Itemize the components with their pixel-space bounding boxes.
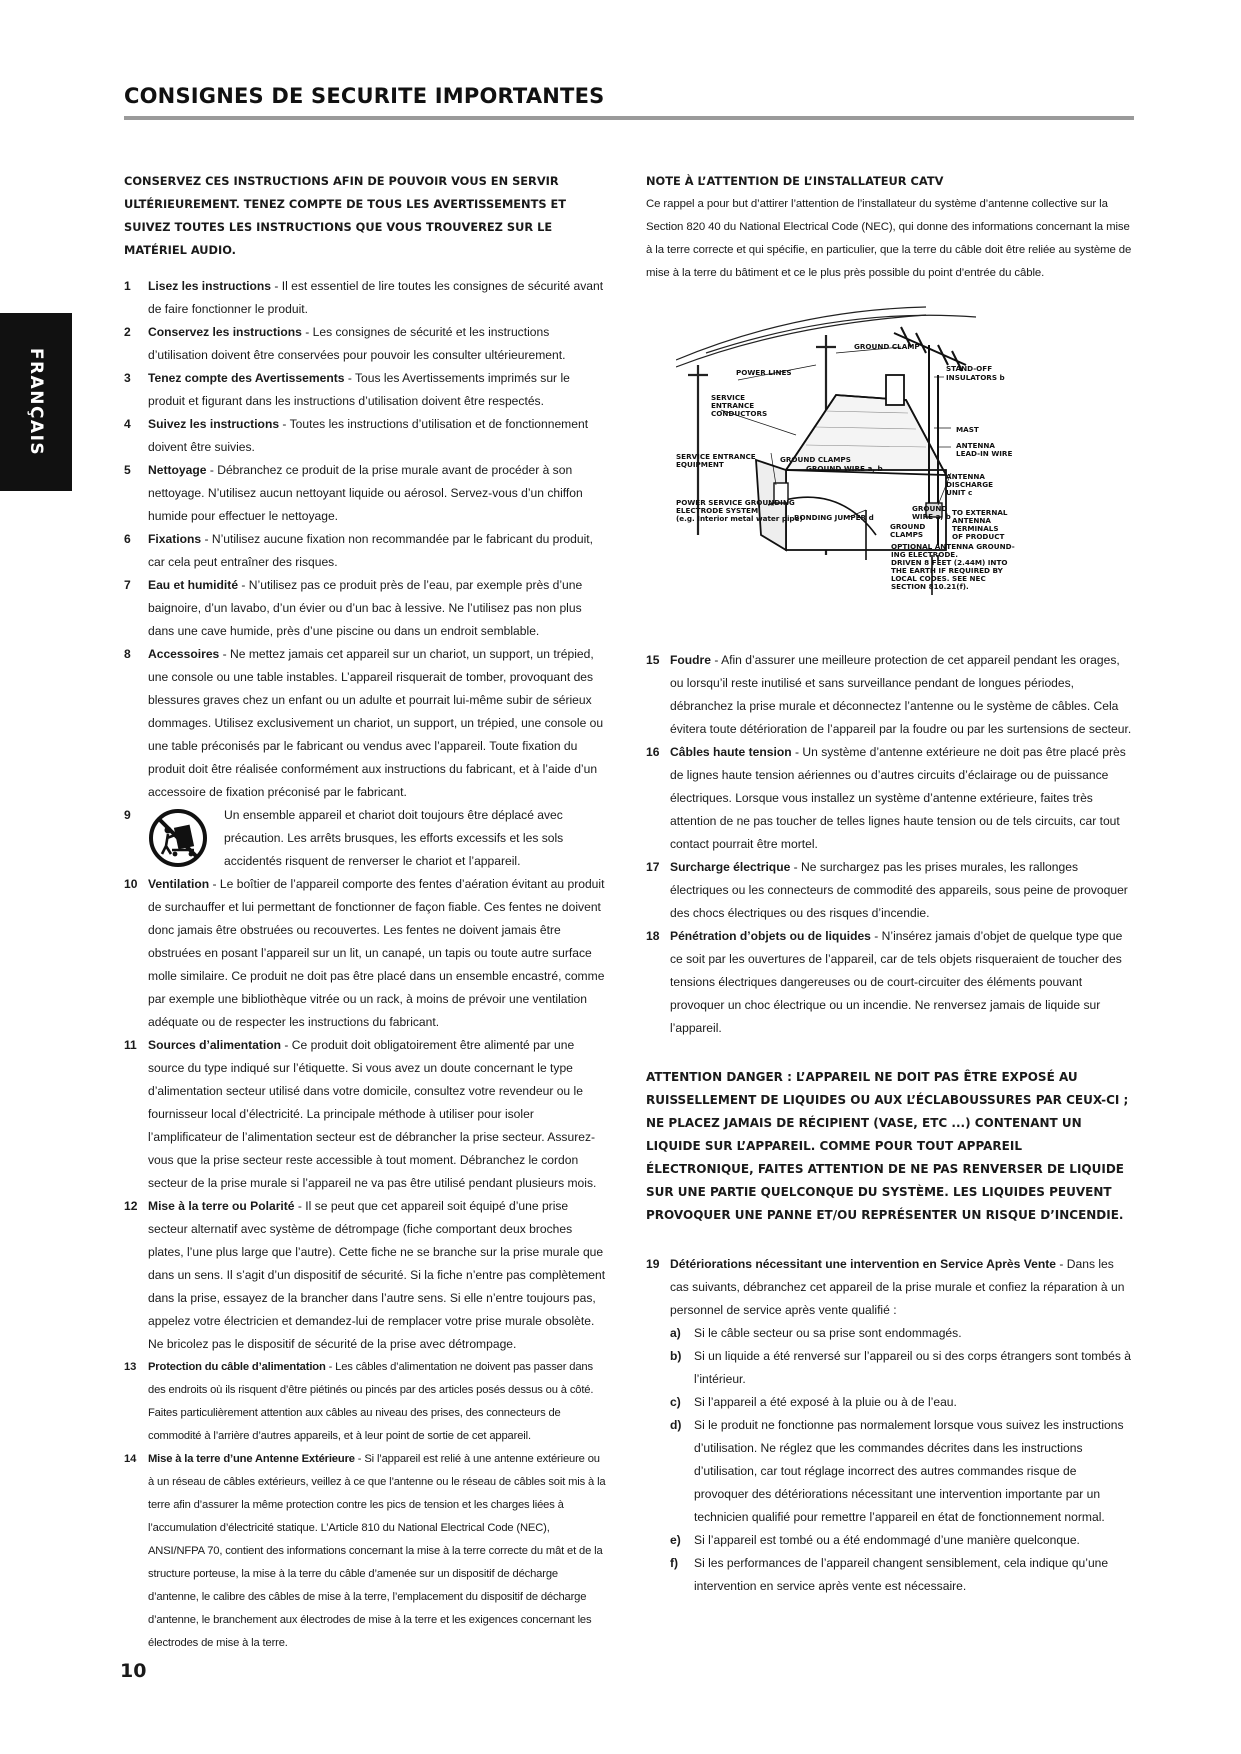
item-label: Tenez compte des Avertissements [148, 371, 345, 385]
antenna-grounding-diagram [676, 305, 1096, 641]
item-label: Surcharge électrique [670, 860, 791, 874]
safety-item-7 [124, 574, 606, 643]
item-text: - Ne surchargez pas les prises murales, les rallonges électriques ou les connecteurs de commodité des appareils, sous peine de provoquer des chocs électriques ou des risques d’incendie. [670, 860, 1128, 920]
intro-paragraph: CONSERVEZ CES INSTRUCTIONS AFIN DE POUVOIR VOUS EN SERVIR ULTÉRIEUREMENT. TENEZ COMPTE DE TOUS LES AVERTISSEMENTS ET SUIVEZ TOUTES LES INSTRUCTIONS QUE VOUS TROUVEREZ SUR LE MATÉRIEL AUDIO. [124, 174, 567, 257]
safety-item-15 [646, 649, 1132, 741]
item-number: 9 [124, 808, 131, 822]
catv-body: Ce rappel a pour but d’attirer l’attention de l’installateur du système d’antenne collective sur la Section 820 40 du National Electrical Code (NEC), qui donne des informations concernant la mise à la terre correcte et qui spécifie, en particulier, que la terre du câble doit être reliée au système de mise à la terre du bâtiment et ce le plus près possible du point d’entrée du câble. [646, 198, 1132, 279]
danger-warning: ATTENTION DANGER : L’APPAREIL NE DOIT PAS ÊTRE EXPOSÉ AU RUISSELLEMENT DE LIQUIDES OU AUX L’ÉCLABOUSSURES PAR CEUX-CI ; NE PLACEZ JAMAIS DE RÉCIPIENT (VASE, ETC ...) CONTENANT UN LIQUIDE SUR L’APPAREIL. COMME POUR TOUT APPAREIL ÉLECTRONIQUE, FAITES ATTENTION DE NE PAS RENVERSER DE LIQUIDE SUR UNE PARTIE QUELCONQUE DU SYSTÈME. LES LIQUIDES PEUVENT PROVOQUER UNE PANNE ET/OU REPRÉSENTER UN RISQUE D’INCENDIE. [646, 1070, 1129, 1222]
label-ground-clamps-2: GROUND [890, 522, 926, 531]
title-rule [124, 116, 1134, 120]
label-service-conductors: CONDUCTORS [711, 409, 768, 418]
item-text: - Débranchez ce produit de la prise murale avant de procéder à son nettoyage. N’utilisez aucun nettoyant liquide ou aérosol. Servez-vous d’un chiffon humide pour effectuer le nettoyage. [148, 463, 583, 523]
label-equipment: EQUIPMENT [676, 460, 724, 469]
item-number: 1 [124, 279, 131, 293]
item-text: - Ne mettez jamais cet appareil sur un chariot, un support, un trépied, une console ou une table instables. L’appareil risquerait de tomber, provoquant des blessures graves chez un enfant ou un adulte et pourrait lui-même subir de sérieux dommages. Utilisez exclusivement un chariot, un support, un trépied, une console ou une table préconisés par le fabricant ou vendus avec l’appareil. Toute fixation du produit doit être réalisée conformément aux instructions du fabricant, et à l’aide d’un accessoire de fixation préconisé par le fabricant. [148, 647, 604, 799]
item-number: 14 [124, 1453, 137, 1465]
item-label: Fixations [148, 532, 202, 546]
item-text: - Le boîtier de l’appareil comporte des fentes d’aération évitant au produit de surchauffer et lui permettant de fonctionner de façon fiable. Ces fentes ne doivent donc jamais être obstruées ou recouvertes. Les fentes ne doivent jamais être obstruées en posant l’appareil sur un lit, un canapé, un tapis ou toute autre surface molle similaire. Ce produit ne doit pas être placé dans un ensemble encastré, comme par exemple une bibliothèque vitrée ou un rack, à moins de prévoir une ventilation adéquate ou de respecter les instructions du fabricant. [148, 877, 605, 1029]
label-unit: UNIT c [946, 488, 973, 497]
label-optional-electrode-2: ING ELECTRODE. [891, 550, 958, 559]
item-number: 5 [124, 463, 131, 477]
left-column [124, 170, 606, 1655]
label-ground-clamps: GROUND CLAMPS [780, 455, 851, 464]
case-letter: e) [670, 1533, 681, 1547]
item-number: 7 [124, 578, 131, 592]
safety-item-4 [124, 413, 606, 459]
item-label: Conservez les instructions [148, 325, 302, 339]
safety-item-5 [124, 459, 606, 528]
item-text: - N’utilisez aucune fixation non recommandée par le fabricant du produit, car cela peut entraîner des risques. [148, 532, 594, 569]
service-case-b [670, 1345, 1132, 1391]
label-to-external: TO EXTERNAL [952, 508, 1008, 517]
safety-item-17 [646, 856, 1132, 925]
item-text: - Un système d’antenne extérieure ne doit pas être placé près de lignes haute tension aériennes ou d’autres circuits d’éclairage ou de puissance électriques. Lorsque vous installez un système d’antenne extérieure, faites très attention de ne pas toucher de telles lignes haute tension ou de tels circuits, car tout contact pourrait être mortel. [670, 745, 1126, 851]
item-number: 3 [124, 371, 131, 385]
item-text: - N’utilisez pas ce produit près de l’eau, par exemple près d’une baignoire, d’un lavabo, d’un évier ou d’un bac à lessive. Ne l’utilisez pas non plus dans une cave humide, près d’une piscine ou dans un endroit semblable. [148, 578, 583, 638]
item-number: 13 [124, 1361, 137, 1373]
item-number: 16 [646, 745, 660, 759]
label-discharge: DISCHARGE [946, 480, 994, 489]
safety-item-6 [124, 528, 606, 574]
right-column [646, 170, 1132, 1598]
label-water-pipe: (e.g. Interior metal water pipe) [676, 514, 803, 523]
item-text: - N’insérez jamais d’objet de quelque type que ce soit par les ouvertures de l’appareil, car de tels objets risqueraient de toucher des tensions électriques dangereuses ou de court-circuiter des éléments pouvant provoquer un choc électrique ou un incendie. Ne renversez jamais de liquide sur l’appareil. [670, 929, 1123, 1035]
item-label: Câbles haute tension [670, 745, 792, 759]
label-ground-wire: GROUND WIRE a, b [806, 464, 883, 473]
safety-item-1 [124, 275, 606, 321]
language-tab [0, 313, 72, 491]
case-text: Si le produit ne fonctionne pas normalement lorsque vous suivez les instructions d’utilisation. Ne réglez que les commandes décrites dans les instructions d’utilisation, car tout réglage incorrect des autres commandes risque de provoquer des détériorations nécessitant une intervention importante par un technicien qualifié pour remettre l’appareil en état de fonctionnement normal. [694, 1418, 1124, 1524]
cart-tipover-warning-icon [148, 808, 208, 868]
item-text: - Si l’appareil est relié à une antenne extérieure ou à un réseau de câbles extérieurs, veillez à ce que l’antenne ou le réseau de câbles soit mis à la terre afin d’assurer la même protection contre les pics de tension et les charges liées à l’accumulation d’électricité statique. L’Article 810 du National Electrical Code (NEC), ANSI/NFPA 70, contient des informations concernant la mise à la terre correcte du mât et de la structure porteuse, la mise à la terre du câble d’amenée sur un dispositif de décharge d’antenne, le calibre des câbles de mise à la terre, l’emplacement du dispositif de décharge d’antenne, le branchement aux électrodes de mise à la terre et les exigences concernant les électrodes de mise à la terre. [148, 1453, 606, 1649]
label-wire: WIRE a, b [912, 512, 951, 521]
language-tab-label: FRANÇAIS [26, 347, 46, 457]
safety-item-11 [124, 1034, 606, 1195]
antenna-grounding-illustration [676, 305, 1096, 641]
item-text: - Toutes les instructions d’utilisation et de fonctionnement doivent être suivies. [148, 417, 589, 454]
label-lead-in-wire: LEAD-IN WIRE [956, 449, 1013, 458]
safety-item-13 [124, 1356, 606, 1448]
case-letter: c) [670, 1395, 681, 1409]
item-label: Mise à la terre ou Polarité [148, 1199, 295, 1213]
item-text: - Les consignes de sécurité et les instructions d’utilisation doivent être conservées pour pouvoir les consulter ultérieurement. [148, 325, 566, 362]
label-power-service-grounding: POWER SERVICE GROUNDING [676, 498, 795, 507]
item-text: - Ce produit doit obligatoirement être alimenté par une source du type indiqué sur l’étiquette. Si vous avez un doute concernant le type d’alimentation secteur utilisé dans votre domicile, consultez votre revendeur ou le fournisseur local d’électricité. La principale méthode à utiliser pour isoler l’amplificateur de l’alimentation secteur est de débrancher la prise secteur. Assurez-vous que la prise secteur reste accessible à tout moment. Débranchez le cordon secteur de la prise murale si l’appareil ne va pas être utilisé pendant plusieurs mois. [148, 1038, 597, 1190]
item-label: Ventilation [148, 877, 210, 891]
item-number: 19 [646, 1257, 660, 1271]
safety-item-18 [646, 925, 1132, 1040]
label-ground-clamp: GROUND CLAMP [854, 342, 920, 351]
safety-item-8 [124, 643, 606, 804]
item-label: Nettoyage [148, 463, 207, 477]
label-terminals: TERMINALS [952, 524, 999, 533]
service-case-a [670, 1322, 1132, 1345]
item-label: Pénétration d’objets ou de liquides [670, 929, 871, 943]
safety-item-3 [124, 367, 606, 413]
label-optional-electrode-6: SECTION 810.21(f). [891, 582, 969, 591]
item-text: - Il est essentiel de lire toutes les consignes de sécurité avant de faire fonctionner le produit. [148, 279, 604, 316]
item-label: Sources d’alimentation [148, 1038, 282, 1052]
label-electrode-system: ELECTRODE SYSTEM [676, 506, 759, 515]
case-letter: f) [670, 1556, 679, 1570]
label-service-entrance-equipment: SERVICE ENTRANCE [676, 452, 756, 461]
label-clamps: CLAMPS [890, 530, 924, 539]
page-number: 10 [120, 1660, 147, 1682]
label-antenna-discharge: ANTENNA [946, 472, 985, 481]
item-label: Protection du câble d’alimentation [148, 1361, 326, 1373]
label-optional-electrode-5: LOCAL CODES. SEE NEC [891, 574, 986, 583]
item-label: Mise à la terre d’une Antenne Extérieure [148, 1453, 355, 1465]
item-number: 2 [124, 325, 131, 339]
label-standoff-insulators-2: INSULATORS b [946, 373, 1005, 382]
case-text: Si un liquide a été renversé sur l’appareil ou si des corps étrangers sont tombés à l’intérieur. [694, 1349, 1131, 1386]
safety-item-16 [646, 741, 1132, 856]
label-power-lines: POWER LINES [736, 368, 792, 377]
item-number: 6 [124, 532, 131, 546]
page-title: CONSIGNES DE SECURITE IMPORTANTES [124, 84, 605, 108]
service-case-f [670, 1552, 1132, 1598]
item-number: 18 [646, 929, 660, 943]
item-number: 4 [124, 417, 131, 431]
safety-item-14 [124, 1448, 606, 1655]
label-antenna-lead: ANTENNA [956, 441, 995, 450]
service-case-c [670, 1391, 1132, 1414]
label-ground-wire-2: GROUND [912, 504, 948, 513]
safety-item-10 [124, 873, 606, 1034]
item-text: - Dans les cas suivants, débranchez cet appareil de la prise murale et confiez la réparation à un personnel de service après vente qualifié : [670, 1257, 1125, 1317]
item-text: Un ensemble appareil et chariot doit toujours être déplacé avec précaution. Les arrêts brusques, les efforts excessifs et les sols accidentés risquent de renverser le chariot et l’appareil. [224, 808, 564, 868]
item-label: Suivez les instructions [148, 417, 280, 431]
item-text: - Tous les Avertissements imprimés sur le produit et figurant dans les instructions d’utilisation doivent être respectés. [148, 371, 570, 408]
label-antenna-terminals: ANTENNA [952, 516, 991, 525]
service-case-d [670, 1414, 1132, 1529]
label-of-product: OF PRODUCT [952, 532, 1005, 541]
safety-item-12 [124, 1195, 606, 1356]
label-service: SERVICE [711, 393, 746, 402]
case-text: Si l’appareil est tombé ou a été endommagé d’une manière quelconque. [694, 1533, 1080, 1547]
safety-item-9 [124, 804, 606, 873]
case-letter: d) [670, 1418, 682, 1432]
service-case-e [670, 1529, 1132, 1552]
label-optional-electrode-1: OPTIONAL ANTENNA GROUND- [891, 542, 1015, 551]
label-standoff-insulators: STAND-OFF [946, 364, 993, 373]
case-letter: b) [670, 1349, 682, 1363]
label-bonding-jumper: BONDING JUMPER d [794, 513, 874, 522]
item-number: 15 [646, 653, 660, 667]
label-optional-electrode-3: DRIVEN 8 FEET (2.44M) INTO [891, 558, 1008, 567]
case-letter: a) [670, 1326, 681, 1340]
item-label: Lisez les instructions [148, 279, 271, 293]
item-text: - Il se peut que cet appareil soit équipé d’une prise secteur alternatif avec système de détrompage (fiche comportant deux broches plates, l’une plus large que l’autre). Cette fiche ne se branche sur la prise murale que dans un sens. Il s’agit d’un dispositif de sécurité. Si la fiche n’entre pas complètement dans la prise, essayez de la brancher dans l’autre sens. Si elle n’entre toujours pas, appelez votre électricien et demandez-lui de remplacer votre prise murale obsolète. Ne bricolez pas le dispositif de sécurité de la prise avec détrompage. [148, 1199, 606, 1351]
item-label: Foudre [670, 653, 711, 667]
case-text: Si l’appareil a été exposé à la pluie ou à de l’eau. [694, 1395, 957, 1409]
item-text: - Les câbles d’alimentation ne doivent pas passer dans des endroits où ils risquent d’être piétinés ou pincés par des articles posés dessus ou à côté. Faites particulièrement attention aux câbles au niveau des prises, des connecteurs de commodité à l’arrière d’autres appareils, et à leur point de sortie de cet appareil. [148, 1361, 594, 1442]
item-number: 12 [124, 1199, 138, 1213]
item-number: 17 [646, 860, 660, 874]
case-text: Si les performances de l’appareil changent sensiblement, cela indique qu’une intervention en service après vente est nécessaire. [694, 1556, 1109, 1593]
item-text: - Afin d’assurer une meilleure protection de cet appareil pendant les orages, ou lorsqu’il reste inutilisé et sans surveillance pendant de longues périodes, débranchez la prise murale et déconnectez l’antenne ou le système de câbles. Cela évitera toute détérioration de l’appareil par la foudre ou par les surtensions de secteur. [670, 653, 1132, 736]
label-mast: MAST [956, 425, 979, 434]
label-optional-electrode-4: THE EARTH IF REQUIRED BY [891, 566, 1003, 575]
catv-heading: NOTE À L’ATTENTION DE L’INSTALLATEUR CATV [646, 174, 944, 188]
item-number: 8 [124, 647, 131, 661]
safety-item-19 [646, 1253, 1132, 1598]
item-number: 10 [124, 877, 138, 891]
safety-item-2 [124, 321, 606, 367]
item-label: Accessoires [148, 647, 220, 661]
item-number: 11 [124, 1038, 137, 1052]
item-label: Détériorations nécessitant une intervention en Service Après Vente [670, 1257, 1057, 1271]
label-service-entrance: ENTRANCE [711, 401, 755, 410]
item-label: Eau et humidité [148, 578, 239, 592]
case-text: Si le câble secteur ou sa prise sont endommagés. [694, 1326, 962, 1340]
